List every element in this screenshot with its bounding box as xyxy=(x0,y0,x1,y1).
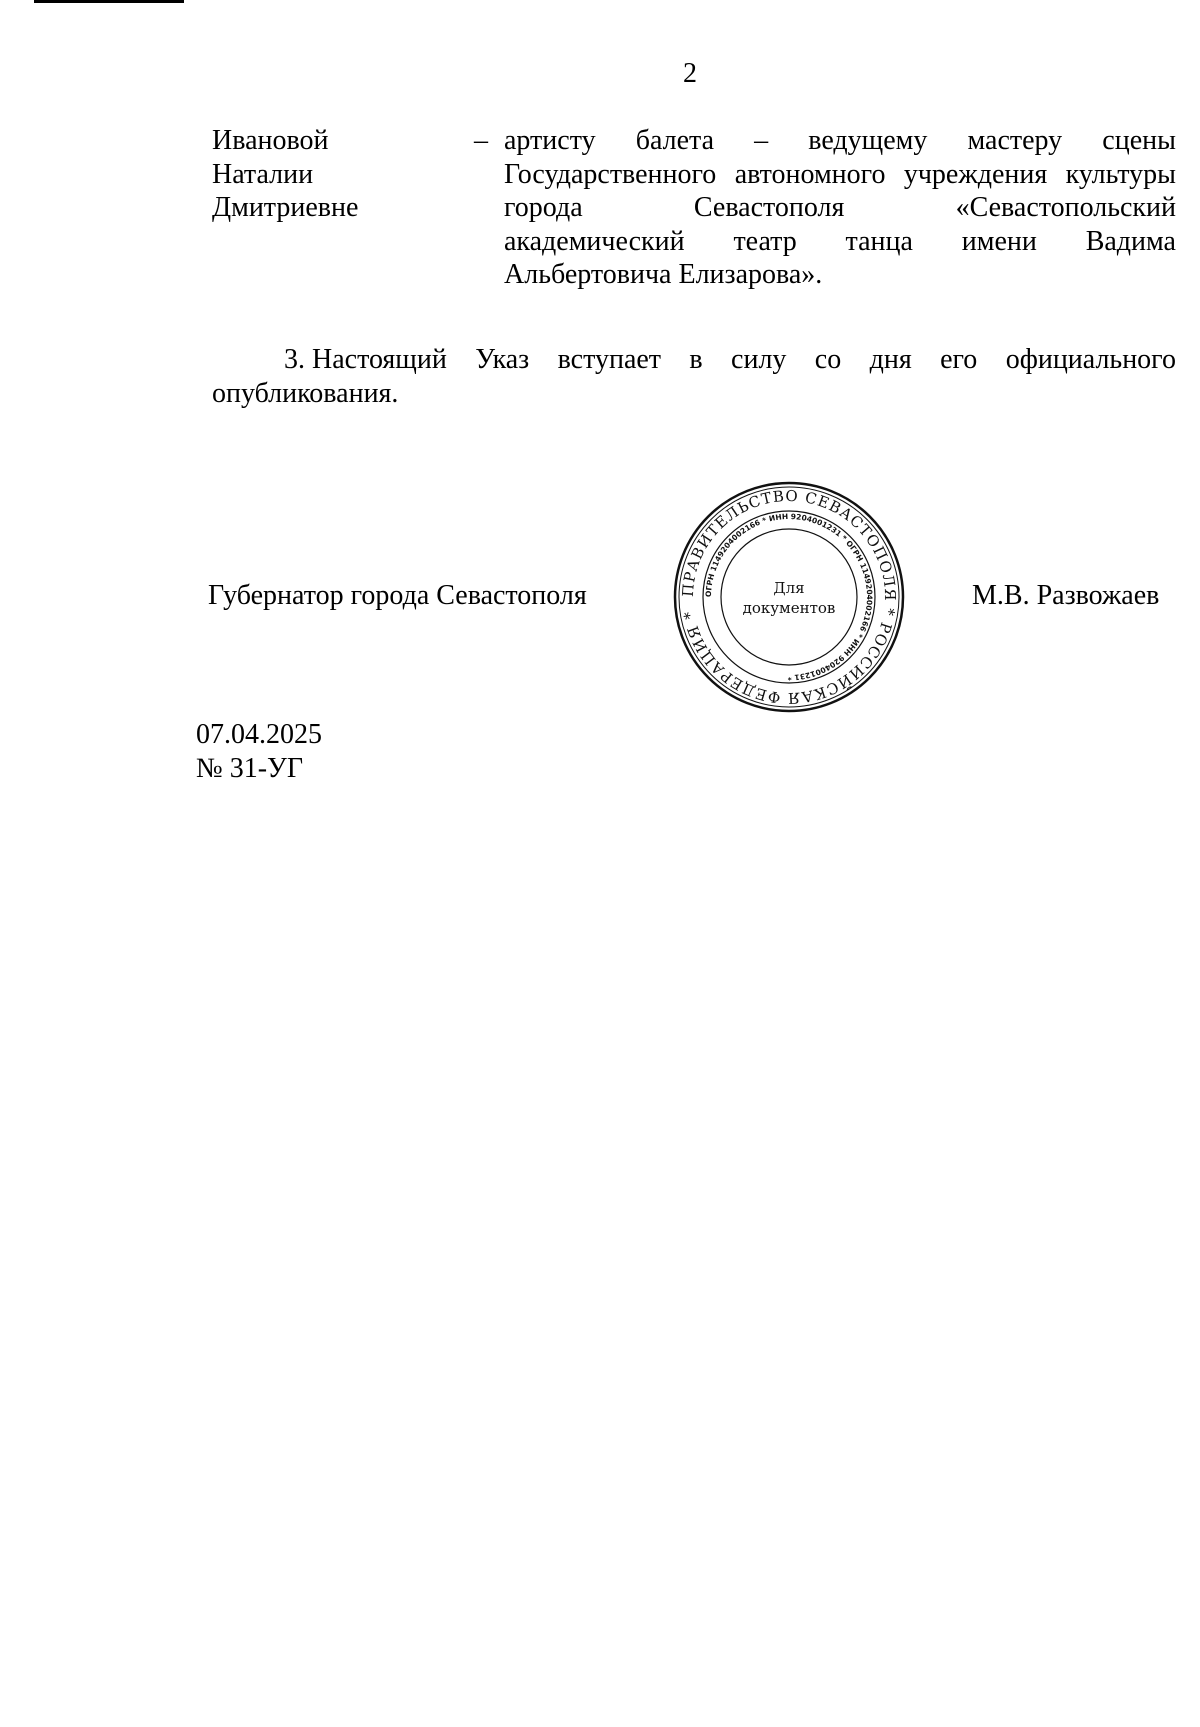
signatory-title: Губернатор города Севастополя xyxy=(208,580,587,611)
word: академический xyxy=(504,225,685,257)
awardee-surname: Ивановой xyxy=(212,125,329,156)
word: города xyxy=(504,192,583,223)
official-seal xyxy=(672,480,906,714)
word: «Севастопольский xyxy=(955,192,1176,223)
word: дня xyxy=(869,344,912,375)
word: культуры xyxy=(1065,158,1176,190)
awardee-patronymic: Дмитриевне xyxy=(212,192,359,223)
word: мастеру xyxy=(967,125,1063,156)
word: танца xyxy=(845,225,913,257)
seal-center-line-1: Для xyxy=(773,579,805,597)
word: сцены xyxy=(1102,125,1176,156)
word: вступает xyxy=(557,344,662,375)
word: Вадима xyxy=(1085,225,1176,257)
position-line-2 xyxy=(504,158,1176,192)
page-number: 2 xyxy=(683,58,697,89)
clause-3-line-2: опубликования. xyxy=(212,378,399,409)
awardee-name xyxy=(212,124,462,225)
word: – xyxy=(754,125,769,156)
awardee-first-name: Наталии xyxy=(212,158,314,190)
clause-3 xyxy=(212,343,1176,411)
entry-dash: – xyxy=(474,125,488,156)
word: Указ xyxy=(475,344,530,375)
position-line-4 xyxy=(504,225,1176,259)
word: в xyxy=(689,344,703,375)
position-line-1 xyxy=(504,124,1176,158)
seal-center-line-2: документов xyxy=(742,599,836,617)
word: театр xyxy=(733,225,797,257)
clause-3-line-1 xyxy=(212,343,1176,377)
position-line-3 xyxy=(504,191,1176,225)
seal-outer-text: ПРАВИТЕЛЬСТВО СЕВАСТОПОЛЯ * РОССИЙСКАЯ ФЕДЕРАЦИЯ * xyxy=(678,486,900,708)
document-number: № 31-УГ xyxy=(196,753,304,784)
word: балета xyxy=(635,125,715,156)
word: его xyxy=(940,344,978,375)
signatory-name: М.В. Развожаев xyxy=(972,580,1160,611)
word: артисту xyxy=(504,125,596,156)
word: силу xyxy=(731,344,787,375)
seal-inner-ring xyxy=(721,529,857,665)
word: ведущему xyxy=(808,125,928,156)
word: со xyxy=(814,344,842,375)
word: учреждения xyxy=(903,158,1048,190)
position-line-5: Альбертовича Елизарова». xyxy=(504,259,823,290)
seal-middle-ring xyxy=(703,511,875,683)
word: Севастополя xyxy=(693,192,845,223)
word: Государственного xyxy=(504,158,717,190)
word: 3. Настоящий xyxy=(284,344,447,375)
top-rule xyxy=(34,0,184,3)
seal-inner-text: ОГРН 1149204002166 * ИНН 9204001231 * ОГРН 1149204002166 * ИНН 9204001231 * xyxy=(703,511,875,683)
awardee-position xyxy=(504,124,1176,292)
document-date: 07.04.2025 xyxy=(196,719,322,750)
word: автономного xyxy=(734,158,886,190)
word: официального xyxy=(1005,344,1176,375)
word: имени xyxy=(961,225,1037,257)
